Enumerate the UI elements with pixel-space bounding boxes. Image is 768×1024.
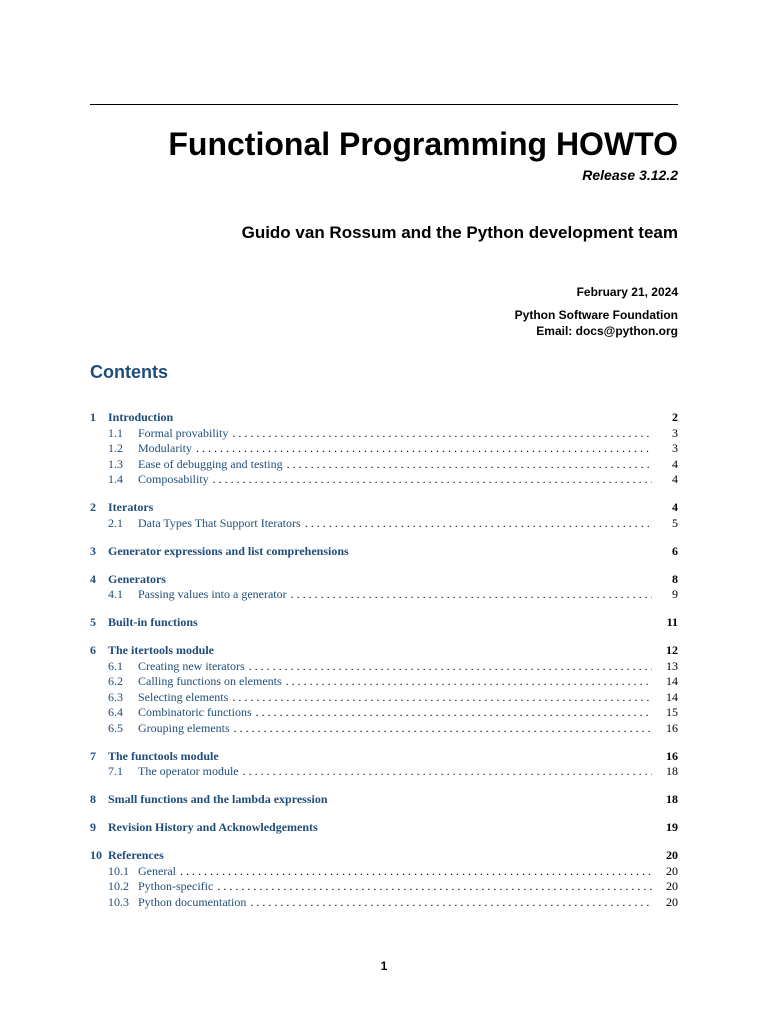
dot-leader [283,457,652,473]
toc-section-entry[interactable] [90,848,678,864]
dot-leader [282,674,652,690]
table-of-contents [90,410,678,923]
toc-section-group [90,410,678,488]
toc-subsection-entry[interactable] [90,587,678,603]
toc-entry-number: 6 [90,643,96,657]
toc-entry-link[interactable]: Revision History and Acknowledgements [108,820,318,834]
toc-entry-number: 10.1 [108,863,129,878]
toc-entry-link[interactable]: The itertools module [108,643,214,657]
toc-subsection-entry[interactable] [90,764,678,780]
toc-page-number: 18 [666,792,678,806]
toc-entry-number: 2.1 [108,515,123,530]
toc-entry-number: 1.1 [108,425,123,440]
toc-page-number: 9 [672,587,678,601]
toc-subsection-entry[interactable] [90,441,678,457]
dot-leader [287,587,652,603]
dot-leader [239,764,652,780]
toc-entry-number: 4 [90,571,96,586]
toc-entry-number: 8 [90,792,96,806]
toc-entry-number: 6.5 [108,720,123,735]
toc-subsection-entry[interactable] [90,659,678,675]
toc-entry-link[interactable]: Passing values into a generator [138,587,287,601]
dot-leader [176,864,652,880]
toc-page-number: 3 [672,441,678,455]
toc-page-number: 4 [672,456,678,471]
toc-entry-link[interactable]: Composability [138,472,209,486]
dot-leader [252,705,652,721]
toc-section-entry[interactable] [90,500,678,516]
toc-entry-link[interactable]: The functools module [108,748,219,763]
toc-page-number: 19 [666,820,678,834]
dot-leader [228,426,652,442]
toc-entry-link[interactable]: Ease of debugging and testing [138,456,283,471]
toc-subsection-entry[interactable] [90,864,678,880]
dot-leader [245,659,652,675]
toc-section-group [90,572,678,603]
toc-subsection-entry[interactable] [90,721,678,737]
toc-section-entry[interactable] [90,820,678,836]
toc-entry-number: 10.3 [108,894,129,909]
toc-entry-link[interactable]: Generator expressions and list comprehensions [108,543,349,558]
toc-entry-link[interactable]: Calling functions on elements [138,674,282,688]
toc-entry-link[interactable]: Modularity [138,441,192,455]
toc-entry-number: 1.3 [108,456,123,471]
toc-page-number: 20 [666,848,678,862]
dot-leader [228,690,652,706]
toc-page-number: 20 [666,894,678,909]
toc-page-number: 16 [666,720,678,735]
toc-entry-link[interactable]: Python documentation [138,894,247,909]
dot-leader [301,516,652,532]
toc-section-entry[interactable] [90,410,678,426]
toc-subsection-entry[interactable] [90,705,678,721]
dot-leader [246,895,652,911]
toc-page-number: 20 [666,863,678,878]
toc-subsection-entry[interactable] [90,895,678,911]
toc-entry-link[interactable]: Python-specific [138,879,214,893]
toc-section-group [90,615,678,631]
contact-email: Email: docs@python.org [536,324,678,338]
toc-entry-link[interactable]: The operator module [138,764,239,778]
toc-page-number: 20 [666,879,678,893]
toc-page-number: 3 [672,425,678,440]
toc-entry-number: 4.1 [108,587,123,601]
toc-page-number: 14 [666,674,678,688]
toc-entry-number: 5 [90,615,96,629]
toc-page-number: 5 [672,515,678,530]
release-version: Release 3.12.2 [582,167,678,183]
toc-entry-number: 10 [90,848,102,862]
toc-page-number: 14 [666,689,678,704]
toc-entry-link[interactable]: Introduction [108,410,174,424]
toc-section-group [90,792,678,808]
toc-section-group [90,848,678,910]
toc-entry-link[interactable]: Iterators [108,500,154,514]
toc-section-group [90,643,678,736]
dot-leader [230,721,652,737]
toc-entry-link[interactable]: References [108,848,164,862]
toc-entry-link[interactable]: Creating new iterators [138,658,245,673]
organization-name: Python Software Foundation [514,308,678,322]
toc-page-number: 2 [672,410,678,424]
toc-entry-link[interactable]: Small functions and the lambda expression [108,792,328,806]
toc-page-number: 4 [672,500,678,514]
toc-page-number: 4 [672,472,678,486]
toc-section-entry[interactable] [90,792,678,808]
dot-leader [209,472,652,488]
toc-section-entry[interactable] [90,572,678,588]
contents-heading: Contents [90,362,168,382]
toc-entry-link[interactable]: Combinatoric functions [138,705,252,719]
toc-page-number: 15 [666,705,678,719]
toc-entry-number: 2 [90,500,96,514]
toc-entry-number: 10.2 [108,879,129,893]
toc-entry-number: 6.2 [108,674,123,688]
publication-date: February 21, 2024 [576,285,678,299]
toc-entry-number: 1 [90,410,96,424]
toc-page-number: 16 [666,748,678,763]
toc-subsection-entry[interactable] [90,472,678,488]
toc-page-number: 18 [666,764,678,778]
toc-section-group [90,749,678,780]
toc-page-number: 6 [672,543,678,558]
toc-page-number: 8 [672,571,678,586]
toc-subsection-entry[interactable] [90,426,678,442]
toc-page-number: 11 [666,615,678,629]
toc-page-number: 12 [666,643,678,657]
toc-entry-link[interactable]: Data Types That Support Iterators [138,515,301,530]
toc-entry-number: 6.1 [108,658,123,673]
authors-line: Guido van Rossum and the Python development team [241,223,678,242]
toc-entry-number: 3 [90,543,96,558]
toc-entry-link[interactable]: Formal provability [138,425,229,440]
header-rule [90,104,678,105]
toc-subsection-entry[interactable] [90,674,678,690]
toc-entry-link[interactable]: Built-in functions [108,615,198,629]
toc-subsection-entry[interactable] [90,457,678,473]
toc-entry-link[interactable]: Grouping elements [138,720,230,735]
toc-section-group [90,820,678,836]
page-number: 1 [380,959,388,973]
toc-entry-number: 1.4 [108,472,123,486]
toc-entry-number: 1.2 [108,441,123,455]
toc-section-entry[interactable] [90,615,678,631]
dot-leader [192,441,652,457]
toc-section-group [90,500,678,531]
toc-subsection-entry[interactable] [90,690,678,706]
toc-section-entry[interactable] [90,544,678,560]
toc-section-entry[interactable] [90,643,678,659]
toc-entry-number: 7.1 [108,764,123,778]
toc-entry-link[interactable]: Selecting elements [138,689,229,704]
toc-subsection-entry[interactable] [90,516,678,532]
toc-entry-link[interactable]: Generators [108,571,166,586]
toc-section-entry[interactable] [90,749,678,765]
document-title: Functional Programming HOWTO [168,126,678,162]
toc-entry-number: 9 [90,820,96,834]
toc-entry-link[interactable]: General [138,863,176,878]
toc-page-number: 13 [666,658,678,673]
toc-entry-number: 7 [90,748,96,763]
toc-section-group [90,544,678,560]
toc-entry-number: 6.3 [108,689,123,704]
toc-entry-number: 6.4 [108,705,123,719]
dot-leader [213,879,652,895]
toc-subsection-entry[interactable] [90,879,678,895]
